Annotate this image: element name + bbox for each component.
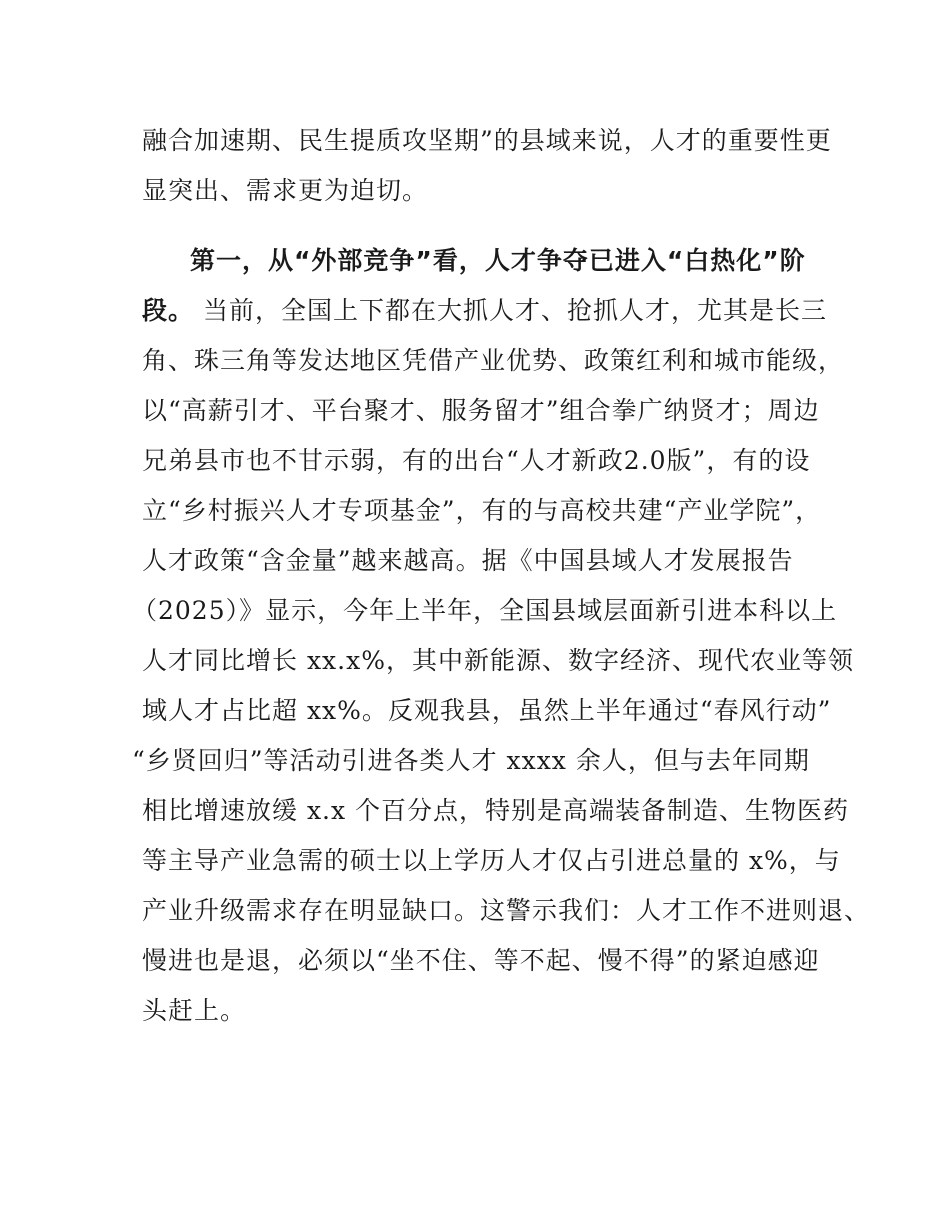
body-line: 等主导产业急需的硕士以上学历人才仅占引进总量的 x%，与 xyxy=(142,846,841,875)
body-line: 以“高薪引才、平台聚才、服务留才”组合拳广纳贤才；周边 xyxy=(142,396,820,425)
body-line: “乡贤回归”等活动引进各类人才 xxxx 余人，但与去年同期 xyxy=(132,746,810,775)
section-heading-line-1: 第一，从“外部竞争”看，人才争夺已进入“白热化”阶 xyxy=(190,246,806,275)
section-body-start: 当前，全国上下都在大抓人才、抢抓人才，尤其是长三 xyxy=(194,296,827,325)
body-line: 立“乡村振兴人才专项基金”，有的与高校共建“产业学院”， xyxy=(142,496,822,525)
body-line: 产业升级需求存在明显缺口。这警示我们：人才工作不进则退、 xyxy=(142,896,871,925)
section-heading-end: 段。 xyxy=(142,296,195,325)
section-heading-line-2 xyxy=(142,296,827,326)
body-line: 角、珠三角等发达地区凭借产业优势、政策红利和城市能级， xyxy=(142,346,845,375)
intro-line-1: 融合加速期、民生提质攻坚期”的县域来说，人才的重要性更 xyxy=(142,126,832,155)
body-line: （2025）》显示，今年上半年，全国县域层面新引进本科以上 xyxy=(132,596,838,625)
body-line: 慢进也是退，必须以“坐不住、等不起、慢不得”的紧迫感迎 xyxy=(142,946,820,975)
body-line: 域人才占比超 xx%。反观我县，虽然上半年通过“春风行动” xyxy=(142,696,832,725)
body-line: 相比增速放缓 x.x 个百分点，特别是高端装备制造、生物医药 xyxy=(142,796,850,825)
body-line: 头赶上。 xyxy=(142,996,247,1025)
intro-line-2: 显突出、需求更为迫切。 xyxy=(142,176,429,205)
body-line: 人才同比增长 xx.x%，其中新能源、数字经济、现代农业等领 xyxy=(142,646,854,675)
body-line: 兄弟县市也不甘示弱，有的出台“人才新政2.0版”，有的设 xyxy=(142,446,811,475)
body-line: 人才政策“含金量”越来越高。据《中国县域人才发展报告 xyxy=(142,546,794,575)
